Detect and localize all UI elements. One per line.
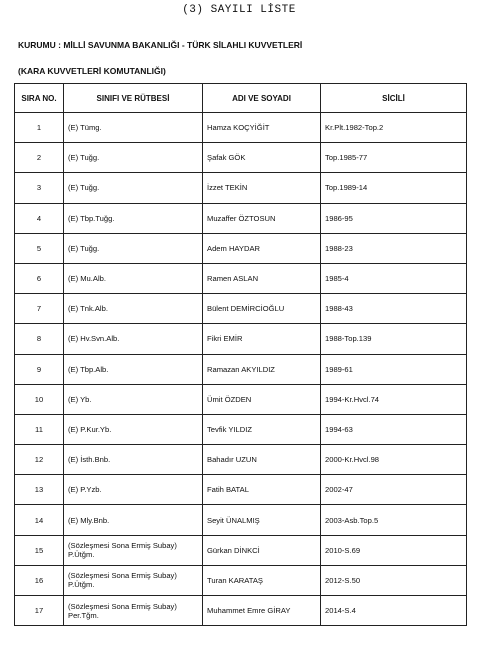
table-row [15, 324, 467, 354]
sicil-cell: 1985-4 [321, 263, 467, 293]
table-row [15, 354, 467, 384]
sicil-cell: 1988-23 [321, 233, 467, 263]
table-row [15, 203, 467, 233]
rank-cell: (E) Tbp.Tuğg. [64, 203, 203, 233]
sira-no-cell: 15 [15, 535, 64, 565]
table-row [15, 233, 467, 263]
name-cell: Ümit ÖZDEN [203, 384, 321, 414]
sicil-cell: 2000-Kr.Hvcl.98 [321, 445, 467, 475]
table-row [15, 143, 467, 173]
sira-no-cell: 10 [15, 384, 64, 414]
sira-no-cell: 16 [15, 565, 64, 595]
sira-no-cell: 8 [15, 324, 64, 354]
name-cell: Turan KARATAŞ [203, 565, 321, 595]
table-header-row [15, 84, 467, 113]
rank-cell: (Sözleşmesi Sona Ermiş Subay) P.Ütğm. [64, 565, 203, 595]
sicil-cell: 2002-47 [321, 475, 467, 505]
sira-no-cell: 5 [15, 233, 64, 263]
sira-no-cell: 11 [15, 414, 64, 444]
name-cell: Bahadır UZUN [203, 445, 321, 475]
table-row [15, 475, 467, 505]
table-row [15, 113, 467, 143]
sicil-cell: 1986-95 [321, 203, 467, 233]
sicil-cell: 2012-S.50 [321, 565, 467, 595]
institution-line: KURUMU : MİLLİ SAVUNMA BAKANLIĞI - TÜRK SİLAHLI KUVVETLERİ [18, 40, 303, 50]
name-cell: Hamza KOÇYİĞİT [203, 113, 321, 143]
sicil-cell: 1989-61 [321, 354, 467, 384]
column-header-sira-no: SIRA NO. [15, 84, 64, 113]
name-cell: Tevfik YILDIZ [203, 414, 321, 444]
name-cell: Fikri EMİR [203, 324, 321, 354]
sira-no-cell: 3 [15, 173, 64, 203]
table-row [15, 263, 467, 293]
column-header-adi-ve-soyadi: ADI VE SOYADI [203, 84, 321, 113]
rank-cell: (E) P.Kur.Yb. [64, 414, 203, 444]
table-row [15, 173, 467, 203]
rank-cell: (E) Yb. [64, 384, 203, 414]
column-header-sicili: SİCİLİ [321, 84, 467, 113]
sicil-cell: 2010-S.69 [321, 535, 467, 565]
rank-cell: (E) Tümg. [64, 113, 203, 143]
sicil-cell: Top.1985-77 [321, 143, 467, 173]
rank-cell: (Sözleşmesi Sona Ermiş Subay) P.Ütğm. [64, 535, 203, 565]
rank-cell: (E) Tbp.Alb. [64, 354, 203, 384]
name-cell: Gürkan DİNKCİ [203, 535, 321, 565]
table-row [15, 596, 467, 626]
sicil-cell: Kr.Plt.1982-Top.2 [321, 113, 467, 143]
column-header-sinifi-ve-rutbesi: SINIFI VE RÜTBESİ [64, 84, 203, 113]
rank-cell: (E) İsth.Bnb. [64, 445, 203, 475]
name-cell: Ramazan AKYILDIZ [203, 354, 321, 384]
table-row [15, 535, 467, 565]
sicil-cell: 1988-43 [321, 294, 467, 324]
sira-no-cell: 12 [15, 445, 64, 475]
rank-cell: (E) Mu.Alb. [64, 263, 203, 293]
sira-no-cell: 4 [15, 203, 64, 233]
name-cell: Fatih BATAL [203, 475, 321, 505]
command-line: (KARA KUVVETLERİ KOMUTANLIĞI) [18, 66, 166, 76]
sicil-cell: 1994-63 [321, 414, 467, 444]
sira-no-cell: 7 [15, 294, 64, 324]
sira-no-cell: 9 [15, 354, 64, 384]
table-row [15, 384, 467, 414]
sicil-cell: 1988-Top.139 [321, 324, 467, 354]
name-cell: Seyit ÜNALMIŞ [203, 505, 321, 535]
rank-cell: (E) Tuğg. [64, 233, 203, 263]
sira-no-cell: 13 [15, 475, 64, 505]
name-cell: Ramen ASLAN [203, 263, 321, 293]
sicil-cell: 2003-Asb.Top.5 [321, 505, 467, 535]
table-row [15, 445, 467, 475]
sicil-cell: 2014-S.4 [321, 596, 467, 626]
rank-cell: (E) Tuğg. [64, 143, 203, 173]
rank-cell: (E) P.Yzb. [64, 475, 203, 505]
rank-cell: (E) Mly.Bnb. [64, 505, 203, 535]
name-cell: Adem HAYDAR [203, 233, 321, 263]
sira-no-cell: 6 [15, 263, 64, 293]
page-title: (3) SAYILI LİSTE [182, 4, 296, 16]
table-row [15, 414, 467, 444]
table-row [15, 294, 467, 324]
sicil-cell: 1994-Kr.Hvcl.74 [321, 384, 467, 414]
name-cell: Şafak GÖK [203, 143, 321, 173]
rank-cell: (E) Tnk.Alb. [64, 294, 203, 324]
name-cell: Bülent DEMİRCİOĞLU [203, 294, 321, 324]
sira-no-cell: 17 [15, 596, 64, 626]
table-row [15, 565, 467, 595]
rank-cell: (Sözleşmesi Sona Ermiş Subay) Per.Tğm. [64, 596, 203, 626]
table-row [15, 505, 467, 535]
personnel-table [14, 83, 467, 626]
sicil-cell: Top.1989-14 [321, 173, 467, 203]
name-cell: Muhammet Emre GİRAY [203, 596, 321, 626]
rank-cell: (E) Tuğg. [64, 173, 203, 203]
sira-no-cell: 1 [15, 113, 64, 143]
sira-no-cell: 2 [15, 143, 64, 173]
rank-cell: (E) Hv.Svn.Alb. [64, 324, 203, 354]
sira-no-cell: 14 [15, 505, 64, 535]
name-cell: İzzet TEKİN [203, 173, 321, 203]
name-cell: Muzaffer ÖZTOSUN [203, 203, 321, 233]
